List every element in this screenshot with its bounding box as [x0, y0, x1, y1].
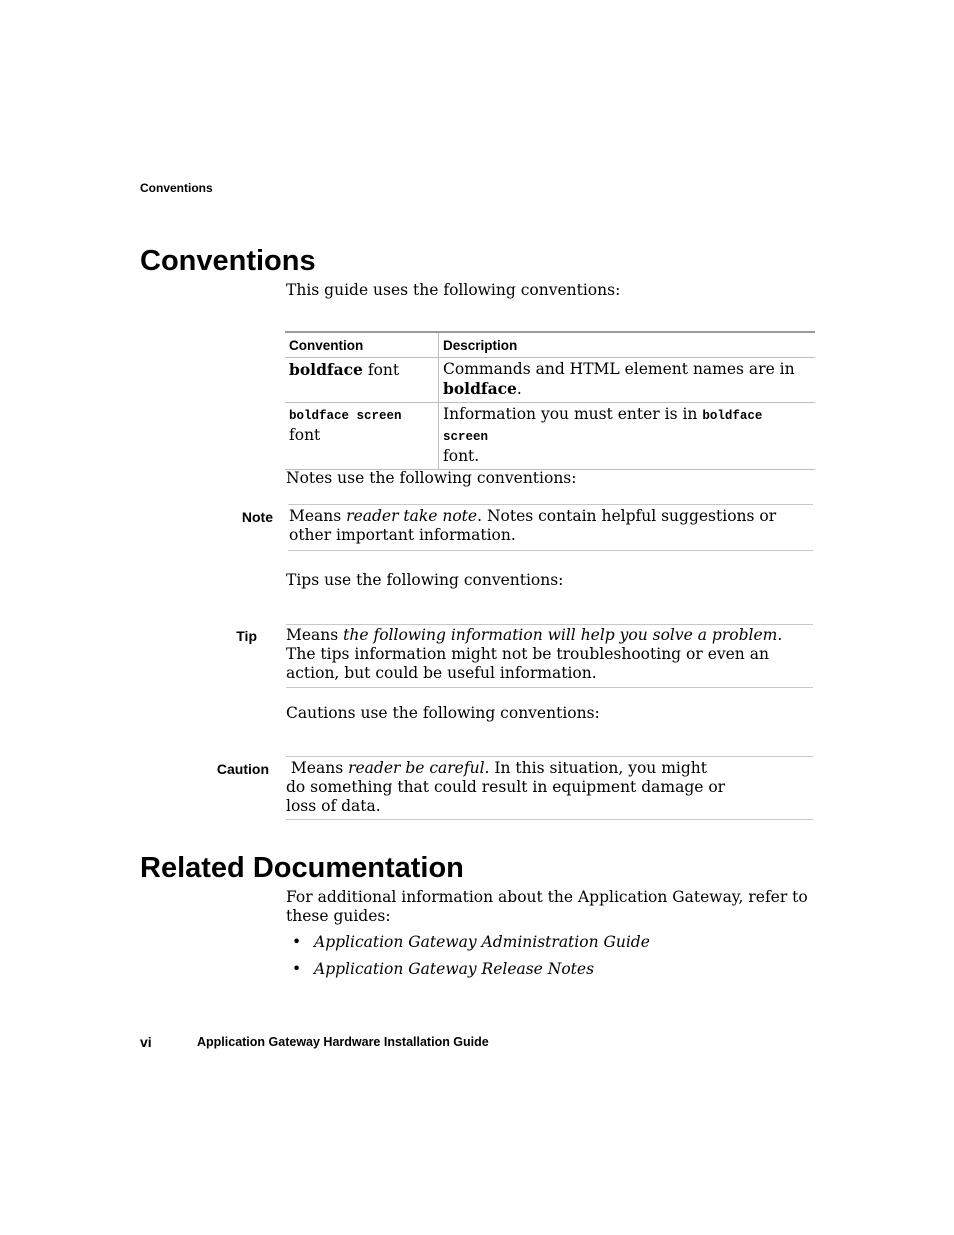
note-bottom-rule — [288, 550, 813, 551]
convention-cell — [285, 403, 439, 470]
bullet: • — [292, 960, 302, 978]
conventions-heading: Conventions — [140, 245, 316, 277]
caution-italic: reader be careful — [348, 759, 485, 777]
tip-prefix: Means — [286, 626, 344, 644]
note-italic: reader take note — [346, 507, 478, 525]
note-top-rule — [288, 504, 813, 505]
boldface-screen-sample: boldface screen — [289, 409, 402, 423]
caution-bottom-rule — [286, 819, 813, 820]
notes-intro: Notes use the following conventions: — [286, 469, 577, 487]
tip-bottom-rule — [286, 687, 813, 688]
note-text — [289, 507, 809, 545]
tip-italic: the following information will help you solve a problem — [343, 626, 778, 644]
footer-book-title: Application Gateway Hardware Installation Guide — [197, 1035, 489, 1049]
conventions-intro: This guide uses the following conventions: — [286, 281, 621, 299]
description-text: Commands and HTML element names are in — [443, 360, 795, 378]
table-header-row — [285, 332, 815, 358]
table-row — [285, 403, 815, 470]
caution-label: Caution — [216, 761, 269, 777]
caution-rest: . In this situation, you might do something that could result in equipment damage or loss of data. — [286, 759, 726, 815]
description-end: . — [516, 380, 522, 398]
related-documentation-heading: Related Documentation — [140, 852, 464, 884]
list-item — [286, 960, 806, 979]
description-bold: boldface — [443, 379, 517, 398]
bullet: • — [292, 933, 302, 951]
description-end: font. — [443, 447, 480, 465]
running-head: Conventions — [140, 181, 213, 195]
description-cell — [439, 403, 816, 470]
tip-rest: . The tips information might not be troubleshooting or even an action, but could be useful information. — [286, 626, 783, 682]
cautions-intro: Cautions use the following conventions: — [286, 704, 600, 722]
caution-text — [286, 759, 726, 816]
note-label: Note — [241, 509, 273, 525]
description-cell — [439, 358, 816, 403]
doc-title: Application Gateway Release Notes — [314, 960, 595, 978]
column-header-convention: Convention — [285, 332, 439, 358]
caution-top-rule — [286, 756, 813, 757]
convention-cell — [285, 358, 439, 403]
conventions-table — [285, 331, 815, 470]
caution-prefix: Means — [286, 759, 349, 777]
convention-suffix: font — [289, 426, 321, 444]
related-intro: For additional information about the Application Gateway, refer to these guides: — [286, 888, 808, 925]
description-mono: boldface screen — [443, 409, 763, 444]
note-rest: . Notes contain helpful suggestions or other important information. — [289, 507, 777, 544]
note-prefix: Means — [289, 507, 347, 525]
list-item — [286, 933, 806, 952]
convention-suffix: font — [362, 361, 400, 379]
column-header-description: Description — [443, 337, 518, 353]
table-row — [285, 358, 815, 403]
doc-title: Application Gateway Administration Guide — [314, 933, 650, 951]
tips-intro: Tips use the following conventions: — [286, 571, 564, 589]
tip-label: Tip — [236, 628, 257, 644]
description-text: Information you must enter is in — [443, 405, 703, 423]
page-number: vi — [140, 1034, 152, 1050]
tip-text — [286, 626, 814, 683]
tip-top-rule — [286, 624, 813, 625]
boldface-sample: boldface — [289, 360, 363, 379]
related-docs-list — [286, 933, 806, 987]
